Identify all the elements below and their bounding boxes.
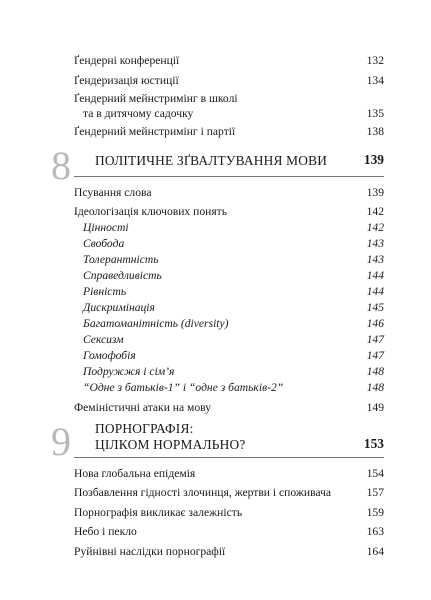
toc-entry-label: Ґендерний мейнстримінг в школі bbox=[74, 92, 238, 105]
toc-entry-page: 157 bbox=[366, 486, 384, 499]
toc-subentry-page: 143 bbox=[366, 237, 384, 250]
toc-entry-page: 138 bbox=[366, 125, 384, 138]
toc-entry-label: та в дитячому садочку bbox=[83, 107, 194, 120]
toc-entry-page: 163 bbox=[366, 525, 384, 538]
chapter-number: 8 bbox=[51, 143, 71, 188]
toc-subentry-label: “Одне з батьків-1” і “одне з батьків-2” bbox=[83, 381, 284, 394]
toc-entry-label: Ґендерні конференції bbox=[74, 54, 180, 67]
toc-entry-label: Ідеологізація ключових понять bbox=[74, 205, 228, 218]
toc-entry-label: Псування слова bbox=[74, 186, 152, 199]
toc-subentry-label: Подружжя і сім’я bbox=[83, 365, 175, 378]
toc-entry-page: 132 bbox=[366, 54, 384, 67]
toc-entry-page: 139 bbox=[366, 186, 384, 199]
toc-subentry-page: 144 bbox=[366, 285, 384, 298]
chapter-title-line1: ПОРНОГРАФІЯ: bbox=[95, 421, 194, 436]
toc-subentry-page: 147 bbox=[366, 333, 384, 346]
chapter-page: 139 bbox=[363, 152, 384, 167]
toc-subentry-page: 144 bbox=[366, 269, 384, 282]
toc-subentry-label: Цінності bbox=[83, 221, 129, 234]
toc-entry-page: 154 bbox=[366, 467, 384, 480]
toc-entry-page: 135 bbox=[366, 107, 384, 120]
toc-entry-label: Феміністичні атаки на мову bbox=[74, 401, 212, 414]
toc-entry-label: Ґендерний мейнстримінг і партії bbox=[74, 125, 236, 138]
toc-entry-page: 164 bbox=[366, 545, 384, 558]
toc-subentry-page: 143 bbox=[366, 253, 384, 266]
toc-subentry-label: Сексизм bbox=[83, 333, 124, 346]
toc-subentry-page: 148 bbox=[366, 381, 384, 394]
chapter-title: ПОЛІТИЧНЕ ЗҐВАЛТУВАННЯ МОВИ bbox=[95, 153, 328, 168]
toc-entry-label: Позбавлення гідності злочинця, жертви і споживача bbox=[74, 486, 332, 499]
toc-entry-page: 149 bbox=[366, 401, 384, 414]
toc-subentry-page: 142 bbox=[366, 221, 384, 234]
divider bbox=[74, 176, 384, 177]
toc-entry-label: Нова глобальна епідемія bbox=[74, 467, 196, 480]
toc-subentry-page: 145 bbox=[366, 301, 384, 314]
toc-entry-label: Небо і пекло bbox=[74, 525, 137, 538]
toc-entry-page: 159 bbox=[366, 506, 384, 519]
chapter-title-line2: ЦІЛКОМ НОРМАЛЬНО? bbox=[95, 437, 246, 452]
toc-entry-label: Ґендеризація юстиції bbox=[74, 74, 179, 87]
toc-subentry-label: Рівність bbox=[83, 285, 127, 298]
toc-subentry-label: Багатоманітність (diversity) bbox=[83, 317, 229, 330]
toc-entry-page: 142 bbox=[366, 205, 384, 218]
toc-subentry-page: 147 bbox=[366, 349, 384, 362]
chapter-number: 9 bbox=[51, 419, 71, 464]
toc-subentry-label: Дискримінація bbox=[83, 301, 155, 314]
toc-entry-label: Порнографія викликає залежність bbox=[74, 506, 243, 519]
toc-subentry-label: Справедливість bbox=[83, 269, 162, 282]
toc-entry-label: Руйнівні наслідки порнографії bbox=[74, 545, 226, 558]
divider bbox=[74, 457, 384, 458]
toc-subentry-label: Свобода bbox=[83, 237, 125, 250]
toc-entry-page: 134 bbox=[366, 74, 384, 87]
toc-subentry-label: Гомофобія bbox=[83, 349, 136, 362]
toc-subentry-page: 146 bbox=[366, 317, 384, 330]
toc-subentry-label: Толерантність bbox=[83, 253, 159, 266]
chapter-page: 153 bbox=[363, 436, 384, 451]
toc-subentry-page: 148 bbox=[366, 365, 384, 378]
